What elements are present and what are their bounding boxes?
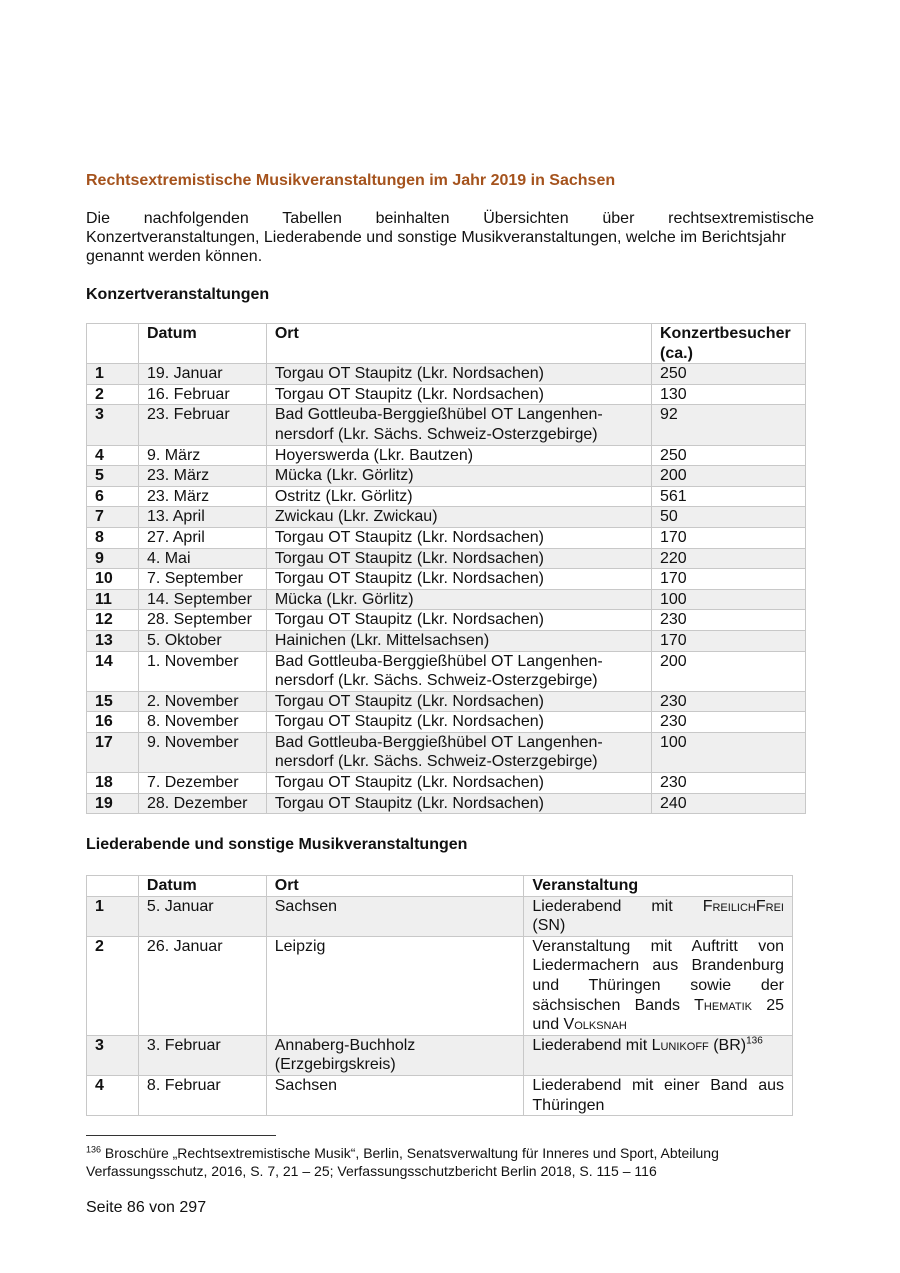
row-number: 6 [87,486,139,507]
event-text: Liederabend mit [532,897,703,915]
section-title: Rechtsextremistische Musikveranstaltungen im Jahr 2019 in Sachsen [86,172,616,189]
band-name: Thematik [694,996,753,1014]
row-date: 23. März [138,486,266,507]
row-location: Torgau OT Staupitz (Lkr. Nordsachen) [266,773,651,794]
table-header-row [87,324,806,364]
header-location: Ort [266,876,524,897]
row-visitors: 170 [652,527,806,548]
concerts-table [86,323,806,814]
header-number [87,876,139,897]
row-location: Mücka (Lkr. Görlitz) [266,466,651,487]
row-date: 9. November [138,732,266,772]
row-visitors: 240 [652,793,806,814]
song-evenings-heading: Liederabende und sonstige Musikveranstaltungen [86,836,468,853]
row-visitors: 170 [652,630,806,651]
row-location: Hainichen (Lkr. Mittelsachsen) [266,630,651,651]
row-number: 4 [87,445,139,466]
table-row [87,691,806,712]
row-location: Bad Gottleuba-Berggießhübel OT Langenhen-nersdorf (Lkr. Sächs. Schweiz-Osterzgebirge) [266,732,651,772]
row-visitors: 250 [652,364,806,385]
row-visitors: 220 [652,548,806,569]
row-date: 8. November [138,712,266,733]
row-number: 1 [87,364,139,385]
table-row [87,630,806,651]
row-event [524,1035,793,1075]
row-location: Bad Gottleuba-Berggießhübel OT Langenhen-nersdorf (Lkr. Sächs. Schweiz-Osterzgebirge) [266,651,651,691]
footnote-reference[interactable]: 136 [746,1035,763,1047]
row-number: 17 [87,732,139,772]
row-location: Ostritz (Lkr. Görlitz) [266,486,651,507]
row-location: Torgau OT Staupitz (Lkr. Nordsachen) [266,364,651,385]
table-row [87,364,806,385]
footnote-number: 136 [86,1144,102,1155]
event-text: Liederabend mit [532,1036,652,1054]
concerts-heading: Konzertveranstaltungen [86,286,270,303]
row-location: Torgau OT Staupitz (Lkr. Nordsachen) [266,691,651,712]
row-date: 3. Februar [138,1035,266,1075]
row-visitors: 100 [652,732,806,772]
intro-paragraph [86,209,814,266]
table-row [87,610,806,631]
intro-line: Die nachfolgenden Tabellen beinhalten Übersichten über rechtsextremistische [86,210,814,227]
row-date: 26. Januar [138,936,266,1035]
band-name: Volksnah [563,1016,627,1034]
row-number: 9 [87,548,139,569]
row-location: Leipzig [266,936,524,1035]
row-number: 3 [87,405,139,445]
row-visitors: 170 [652,569,806,590]
row-event [524,936,793,1035]
row-date: 7. Dezember [138,773,266,794]
row-number: 11 [87,589,139,610]
row-date: 16. Februar [138,384,266,405]
row-date: 23. März [138,466,266,487]
row-number: 18 [87,773,139,794]
row-event: Liederabend mit einer Band aus Thüringen [524,1075,793,1115]
row-location: Hoyerswerda (Lkr. Bautzen) [266,445,651,466]
row-number: 14 [87,651,139,691]
header-location: Ort [266,324,651,364]
table-row [87,793,806,814]
row-location: Torgau OT Staupitz (Lkr. Nordsachen) [266,527,651,548]
row-number: 1 [87,896,139,936]
row-number: 2 [87,936,139,1035]
band-name: Lunikoff [651,1036,709,1054]
table-row [87,548,806,569]
row-date: 8. Februar [138,1075,266,1115]
row-location: Sachsen [266,896,524,936]
row-date: 14. September [138,589,266,610]
table-row [87,527,806,548]
concerts-table-body [87,364,806,814]
table-row [87,507,806,528]
table-row [87,936,793,1035]
row-visitors: 230 [652,691,806,712]
row-date: 4. Mai [138,548,266,569]
header-visitors: Konzertbesucher (ca.) [652,324,806,364]
row-visitors: 130 [652,384,806,405]
row-location: Torgau OT Staupitz (Lkr. Nordsachen) [266,384,651,405]
page-number: Seite 86 von 297 [86,1199,207,1216]
event-text: (BR) [708,1036,747,1054]
table-row [87,486,806,507]
row-date: 7. September [138,569,266,590]
table-row [87,405,806,445]
row-date: 9. März [138,445,266,466]
row-visitors: 230 [652,712,806,733]
event-text: 25 und [532,996,784,1034]
row-date: 5. Oktober [138,630,266,651]
row-date: 28. September [138,610,266,631]
row-location: Bad Gottleuba-Berggießhübel OT Langenhen-nersdorf (Lkr. Sächs. Schweiz-Osterzgebirge) [266,405,651,445]
header-date: Datum [138,876,266,897]
song-evenings-table [86,875,793,1116]
row-number: 10 [87,569,139,590]
footnote [86,1144,806,1180]
row-date: 5. Januar [138,896,266,936]
row-date: 19. Januar [138,364,266,385]
row-location: Zwickau (Lkr. Zwickau) [266,507,651,528]
row-visitors: 92 [652,405,806,445]
row-location: Mücka (Lkr. Görlitz) [266,589,651,610]
header-date: Datum [138,324,266,364]
row-location: Annaberg-Buchholz (Erzgebirgskreis) [266,1035,524,1075]
table-row [87,1075,793,1115]
table-row [87,773,806,794]
row-date: 13. April [138,507,266,528]
row-date: 28. Dezember [138,793,266,814]
table-row [87,445,806,466]
row-number: 12 [87,610,139,631]
row-date: 27. April [138,527,266,548]
row-number: 5 [87,466,139,487]
table-row [87,569,806,590]
table-row [87,1035,793,1075]
event-text: Veranstaltung mit Auftritt von Liedermachern aus Brandenburg und Thüringen sowie der sächsischen Bands [532,937,784,1014]
row-number: 4 [87,1075,139,1115]
table-row [87,466,806,487]
table-row [87,712,806,733]
footnote-text: Broschüre „Rechtsextremistische Musik“, Berlin, Senatsverwaltung für Inneres und Sport, Abteilung Verfassungsschutz, 2016, S. 7, 21 – 25; Verfassungsschutzbericht Berlin 2018, S. 115 – 116 [86,1145,719,1179]
row-visitors: 561 [652,486,806,507]
row-number: 3 [87,1035,139,1075]
table-row [87,651,806,691]
row-visitors: 230 [652,773,806,794]
row-visitors: 230 [652,610,806,631]
event-text: (SN) [532,917,566,935]
row-visitors: 200 [652,651,806,691]
row-location: Torgau OT Staupitz (Lkr. Nordsachen) [266,712,651,733]
song-evenings-table-body [87,896,793,1116]
row-number: 2 [87,384,139,405]
table-header-row [87,876,793,897]
row-number: 15 [87,691,139,712]
table-row [87,732,806,772]
table-row [87,589,806,610]
row-visitors: 50 [652,507,806,528]
header-event: Veranstaltung [524,876,793,897]
row-visitors: 100 [652,589,806,610]
band-name: FreilichFrei [702,897,784,915]
row-event [524,896,793,936]
row-number: 8 [87,527,139,548]
row-number: 7 [87,507,139,528]
table-row [87,384,806,405]
table-row [87,896,793,936]
row-number: 19 [87,793,139,814]
row-location: Torgau OT Staupitz (Lkr. Nordsachen) [266,610,651,631]
row-location: Torgau OT Staupitz (Lkr. Nordsachen) [266,548,651,569]
row-location: Torgau OT Staupitz (Lkr. Nordsachen) [266,569,651,590]
row-number: 16 [87,712,139,733]
row-number: 13 [87,630,139,651]
intro-line: Konzertveranstaltungen, Liederabende und sonstige Musikveranstaltungen, welche im Berichtsjahr [86,229,786,246]
footnote-separator [86,1135,276,1136]
row-visitors: 250 [652,445,806,466]
row-date: 23. Februar [138,405,266,445]
header-number [87,324,139,364]
intro-line: genannt werden können. [86,248,263,265]
row-date: 1. November [138,651,266,691]
row-location: Sachsen [266,1075,524,1115]
row-visitors: 200 [652,466,806,487]
row-date: 2. November [138,691,266,712]
row-location: Torgau OT Staupitz (Lkr. Nordsachen) [266,793,651,814]
